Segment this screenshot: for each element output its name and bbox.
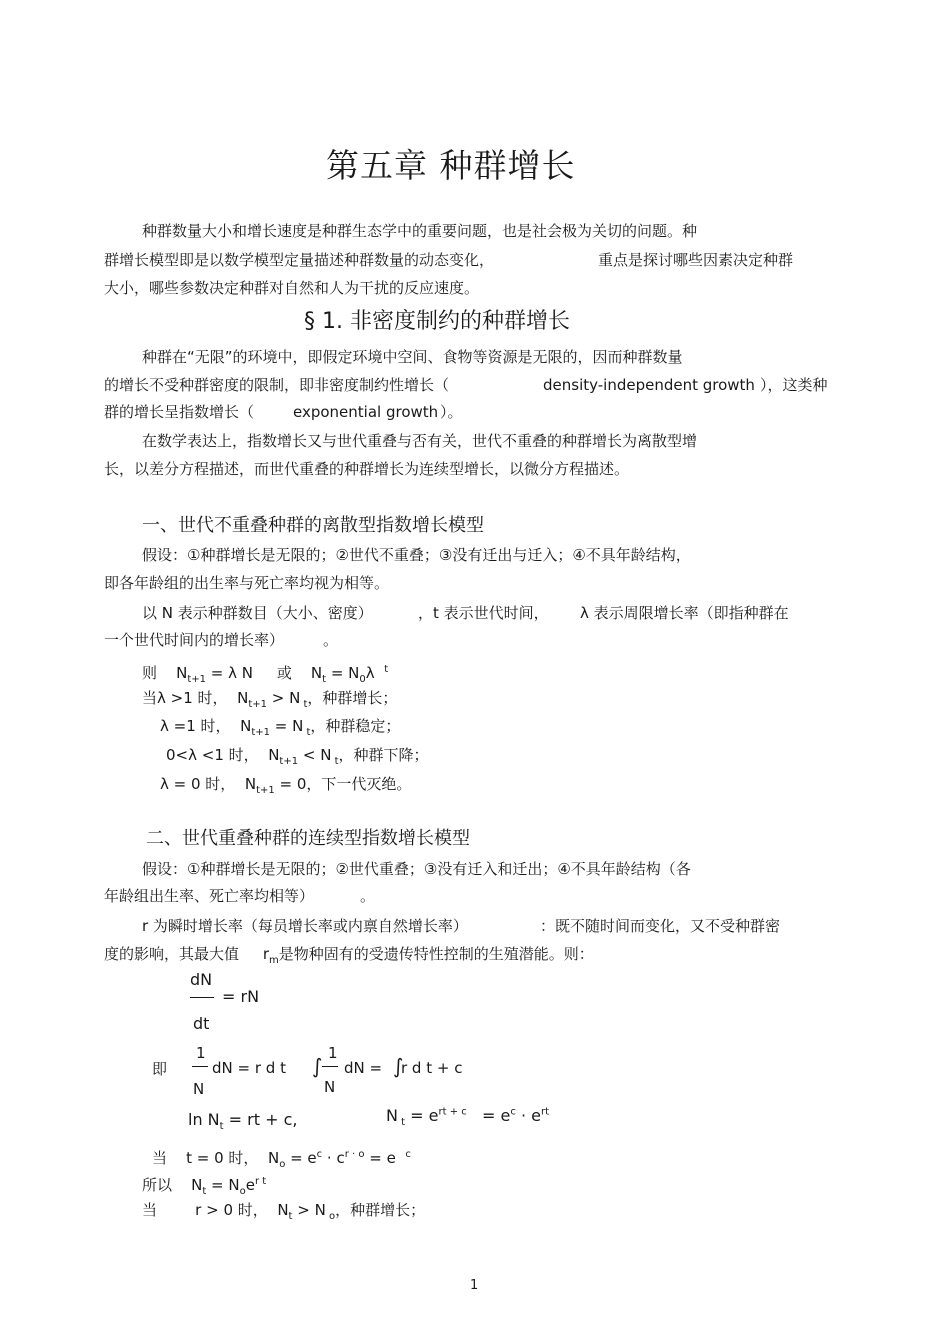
eq1-rhs: = rN — [222, 987, 260, 1006]
eq2-mid2: dN = — [344, 1059, 383, 1077]
eq2-n2: N — [324, 1078, 336, 1096]
section1-p2-line2: 长，以差分方程描述，而世代重叠的种群增长为连续型增长，以微分方程描述。 — [104, 460, 630, 478]
eq4-line: 当 t = 0 时， $N_o = e^c \cdot c^{r \cdot o} = e$ $^c$ — [152, 1149, 411, 1170]
eq2-integral-1: ∫ — [312, 1054, 323, 1078]
part1-heading: 一、世代不重叠种群的离散型指数增长模型 — [142, 515, 484, 536]
part2-heading: 二、世代重叠种群的连续型指数增长模型 — [146, 828, 470, 849]
part1-assume-2: 即各年龄组的出生率与死亡率均视为相等。 — [104, 574, 390, 592]
part2-assume-2: 年龄组出生率、死亡率均相等） — [104, 887, 315, 905]
eq6-line: 当 r > 0 时， $N_t > N$ $_o$，种群增长； — [142, 1201, 426, 1222]
eq2-one2: 1 — [328, 1044, 338, 1062]
eq1-fraction-bar — [190, 997, 214, 998]
lambda-case-4: λ = 0 时， $N_{t+1} = 0$，下一代灭绝。 — [160, 775, 412, 796]
lambda-case-2: λ =1 时， $N_{t+1} = N$ $_t$，种群稳定； — [160, 717, 401, 738]
eq2-integral-2: ∫ — [393, 1054, 404, 1078]
eq1-denominator: dt — [193, 1014, 210, 1033]
section1-p1-line2b: density-independent growth — [543, 376, 755, 394]
eq2-n: N — [193, 1080, 205, 1098]
part1-define-d: 一个世代时间内的增长率） — [104, 631, 285, 649]
part2-define-c: 度的影响，其最大值 $r_m$是物种固有的受遗传特性控制的生殖潜能。则： — [104, 945, 594, 966]
section1-p2-line1: 在数学表达上，指数增长又与世代重叠与否有关，世代不重叠的种群增长为离散型增 — [142, 432, 698, 450]
part1-define-e: 。 — [323, 631, 339, 649]
page-number: 1 — [470, 1278, 479, 1293]
eq2-fraction-bar-2 — [322, 1066, 338, 1067]
section-heading: § 1. 非密度制约的种群增长 — [304, 309, 570, 334]
eq2-rhs2: r d t + c — [401, 1059, 463, 1077]
section1-p1-line1: 种群在“无限”的环境中，即假定环境中空间、食物等资源是无限的，因而种群数量 — [142, 348, 683, 366]
intro-line-3: 大小，哪些参数决定种群对自然和人为干扰的反应速度。 — [104, 279, 480, 297]
eq2-ji: 即 — [152, 1060, 168, 1078]
part2-assume-3: 。 — [360, 887, 376, 905]
discrete-formula: 则 $N_{t+1} = \lambda$ N 或 $N_t = N_0\lambda$ $^t$ — [142, 664, 389, 685]
eq3-ln: $\ln N_t$ = rt + c, — [188, 1110, 298, 1133]
eq2-mid: dN = r d t — [212, 1059, 286, 1077]
intro-line-1: 种群数量大小和增长速度是种群生态学中的重要问题，也是社会极为关切的问题。种 — [142, 222, 698, 240]
part1-define-a: 以 N 表示种群数目（大小、密度） — [142, 604, 373, 622]
lambda-case-1: 当λ >1 时， $N_{t+1} > N$ $_t$，种群增长； — [142, 689, 398, 710]
eq2-fraction-bar — [192, 1066, 208, 1067]
part1-assume-1: 假设：①种群增长是无限的；②世代不重叠；③没有迁出与迁入；④不具年龄结构， — [142, 546, 691, 564]
part1-define-c: λ 表示周限增长率（即指种群在 — [580, 604, 789, 622]
section1-p1-line2a: 的增长不受种群密度的限制，即非密度制约性增长（ — [104, 376, 450, 394]
chapter-title: 第五章 种群增长 — [326, 146, 576, 185]
section1-p1-line3a: 群的增长呈指数增长（ — [104, 403, 255, 421]
lambda-case-3: 0<λ <1 时， $N_{t+1} < N$ $_t$，种群下降； — [166, 746, 429, 767]
eq1-numerator: dN — [190, 970, 213, 989]
section1-p1-line2c: ），这类种 — [760, 376, 828, 394]
part2-define-b: ：既不随时间而变化，又不受种群密 — [540, 917, 781, 935]
section1-p1-line3c: ）。 — [440, 403, 463, 421]
intro-line-2b: 重点是探讨哪些因素决定种群 — [598, 251, 794, 269]
intro-line-2a: 群增长模型即是以数学模型定量描述种群数量的动态变化， — [104, 251, 495, 269]
eq2-one: 1 — [196, 1044, 206, 1062]
eq5-line: 所以 $N_t = N_oe^{r t}$ — [142, 1176, 267, 1197]
part1-define-b: ，t 表示世代时间， — [418, 604, 549, 622]
eq3-exp: N $_t = e^{rt + c}$ = $e^c \cdot e^{rt}$ — [386, 1106, 550, 1129]
part2-assume-1: 假设：①种群增长是无限的；②世代重叠；③没有迁入和迁出；④不具年龄结构（各 — [142, 860, 691, 878]
section1-p1-line3b: exponential growth — [293, 403, 439, 421]
part2-define-a: r 为瞬时增长率（每员增长率或内禀自然增长率） — [142, 917, 468, 935]
